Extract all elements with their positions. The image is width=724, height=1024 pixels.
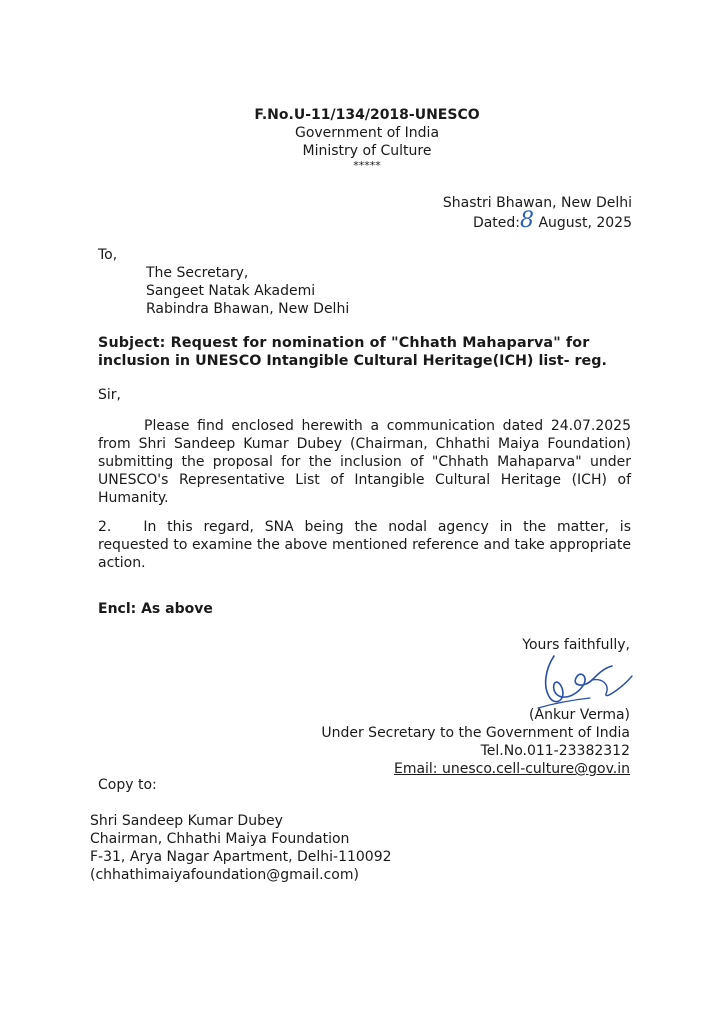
date-line (472, 208, 632, 233)
ministry-line: Ministry of Culture (302, 143, 432, 159)
body-paragraph-2 (98, 518, 631, 572)
file-number: F.No.U-11/134/2018-UNESCO (254, 107, 480, 123)
copy-line-3: F-31, Arya Nagar Apartment, Delhi-110092 (90, 849, 392, 865)
dated-rest: August, 2025 (534, 215, 632, 231)
enclosure: Encl: As above (98, 601, 213, 617)
copy-line-1: Shri Sandeep Kumar Dubey (90, 813, 283, 829)
subject-line-1: Subject: Request for nomination of "Chhath Mahaparva" for (98, 335, 590, 351)
copy-line-4: (chhathimaiyafoundation@gmail.com) (90, 867, 359, 883)
signatory-telephone: Tel.No.011-23382312 (480, 743, 630, 759)
header-stars: ***** (353, 159, 381, 172)
recipient-line-1: The Secretary, (146, 265, 249, 281)
paragraph-2-text: In this regard, SNA being the nodal agency in the matter, is requested to examine the above mentioned reference and take appropriate action. (98, 519, 631, 571)
paragraph-number: 2. (98, 519, 112, 535)
to-label: To, (98, 247, 118, 263)
signatory-designation: Under Secretary to the Government of India (321, 725, 630, 741)
body-paragraph-1: Please find enclosed herewith a communication dated 24.07.2025 from Shri Sandeep Kumar Dubey (Chairman, Chhathi Maiya Foundation) submitting the proposal for the inclusion of "Chhath Mahaparva" under UNESCO's Representative List of Intangible Cultural Heritage (ICH) of Humanity. (98, 418, 631, 506)
copy-line-2: Chairman, Chhathi Maiya Foundation (90, 831, 350, 847)
place-line: Shastri Bhawan, New Delhi (442, 195, 632, 211)
dated-label: Dated: (472, 215, 521, 231)
government-line: Government of India (294, 125, 440, 141)
salutation: Sir, (98, 387, 121, 403)
recipient-line-2: Sangeet Natak Akademi (146, 283, 316, 299)
signatory-email[interactable]: Email: unesco.cell-culture@gov.in (393, 761, 630, 777)
copy-to-label: Copy to: (98, 777, 157, 793)
recipient-line-3: Rabindra Bhawan, New Delhi (146, 301, 350, 317)
dated-day: 8 (520, 208, 535, 233)
signature-scribble (532, 648, 642, 712)
signatory-name: (Ankur Verma) (529, 707, 630, 723)
closing: Yours faithfully, (522, 637, 630, 653)
subject-line-2: inclusion in UNESCO Intangible Cultural Heritage(ICH) list- reg. (98, 353, 607, 369)
